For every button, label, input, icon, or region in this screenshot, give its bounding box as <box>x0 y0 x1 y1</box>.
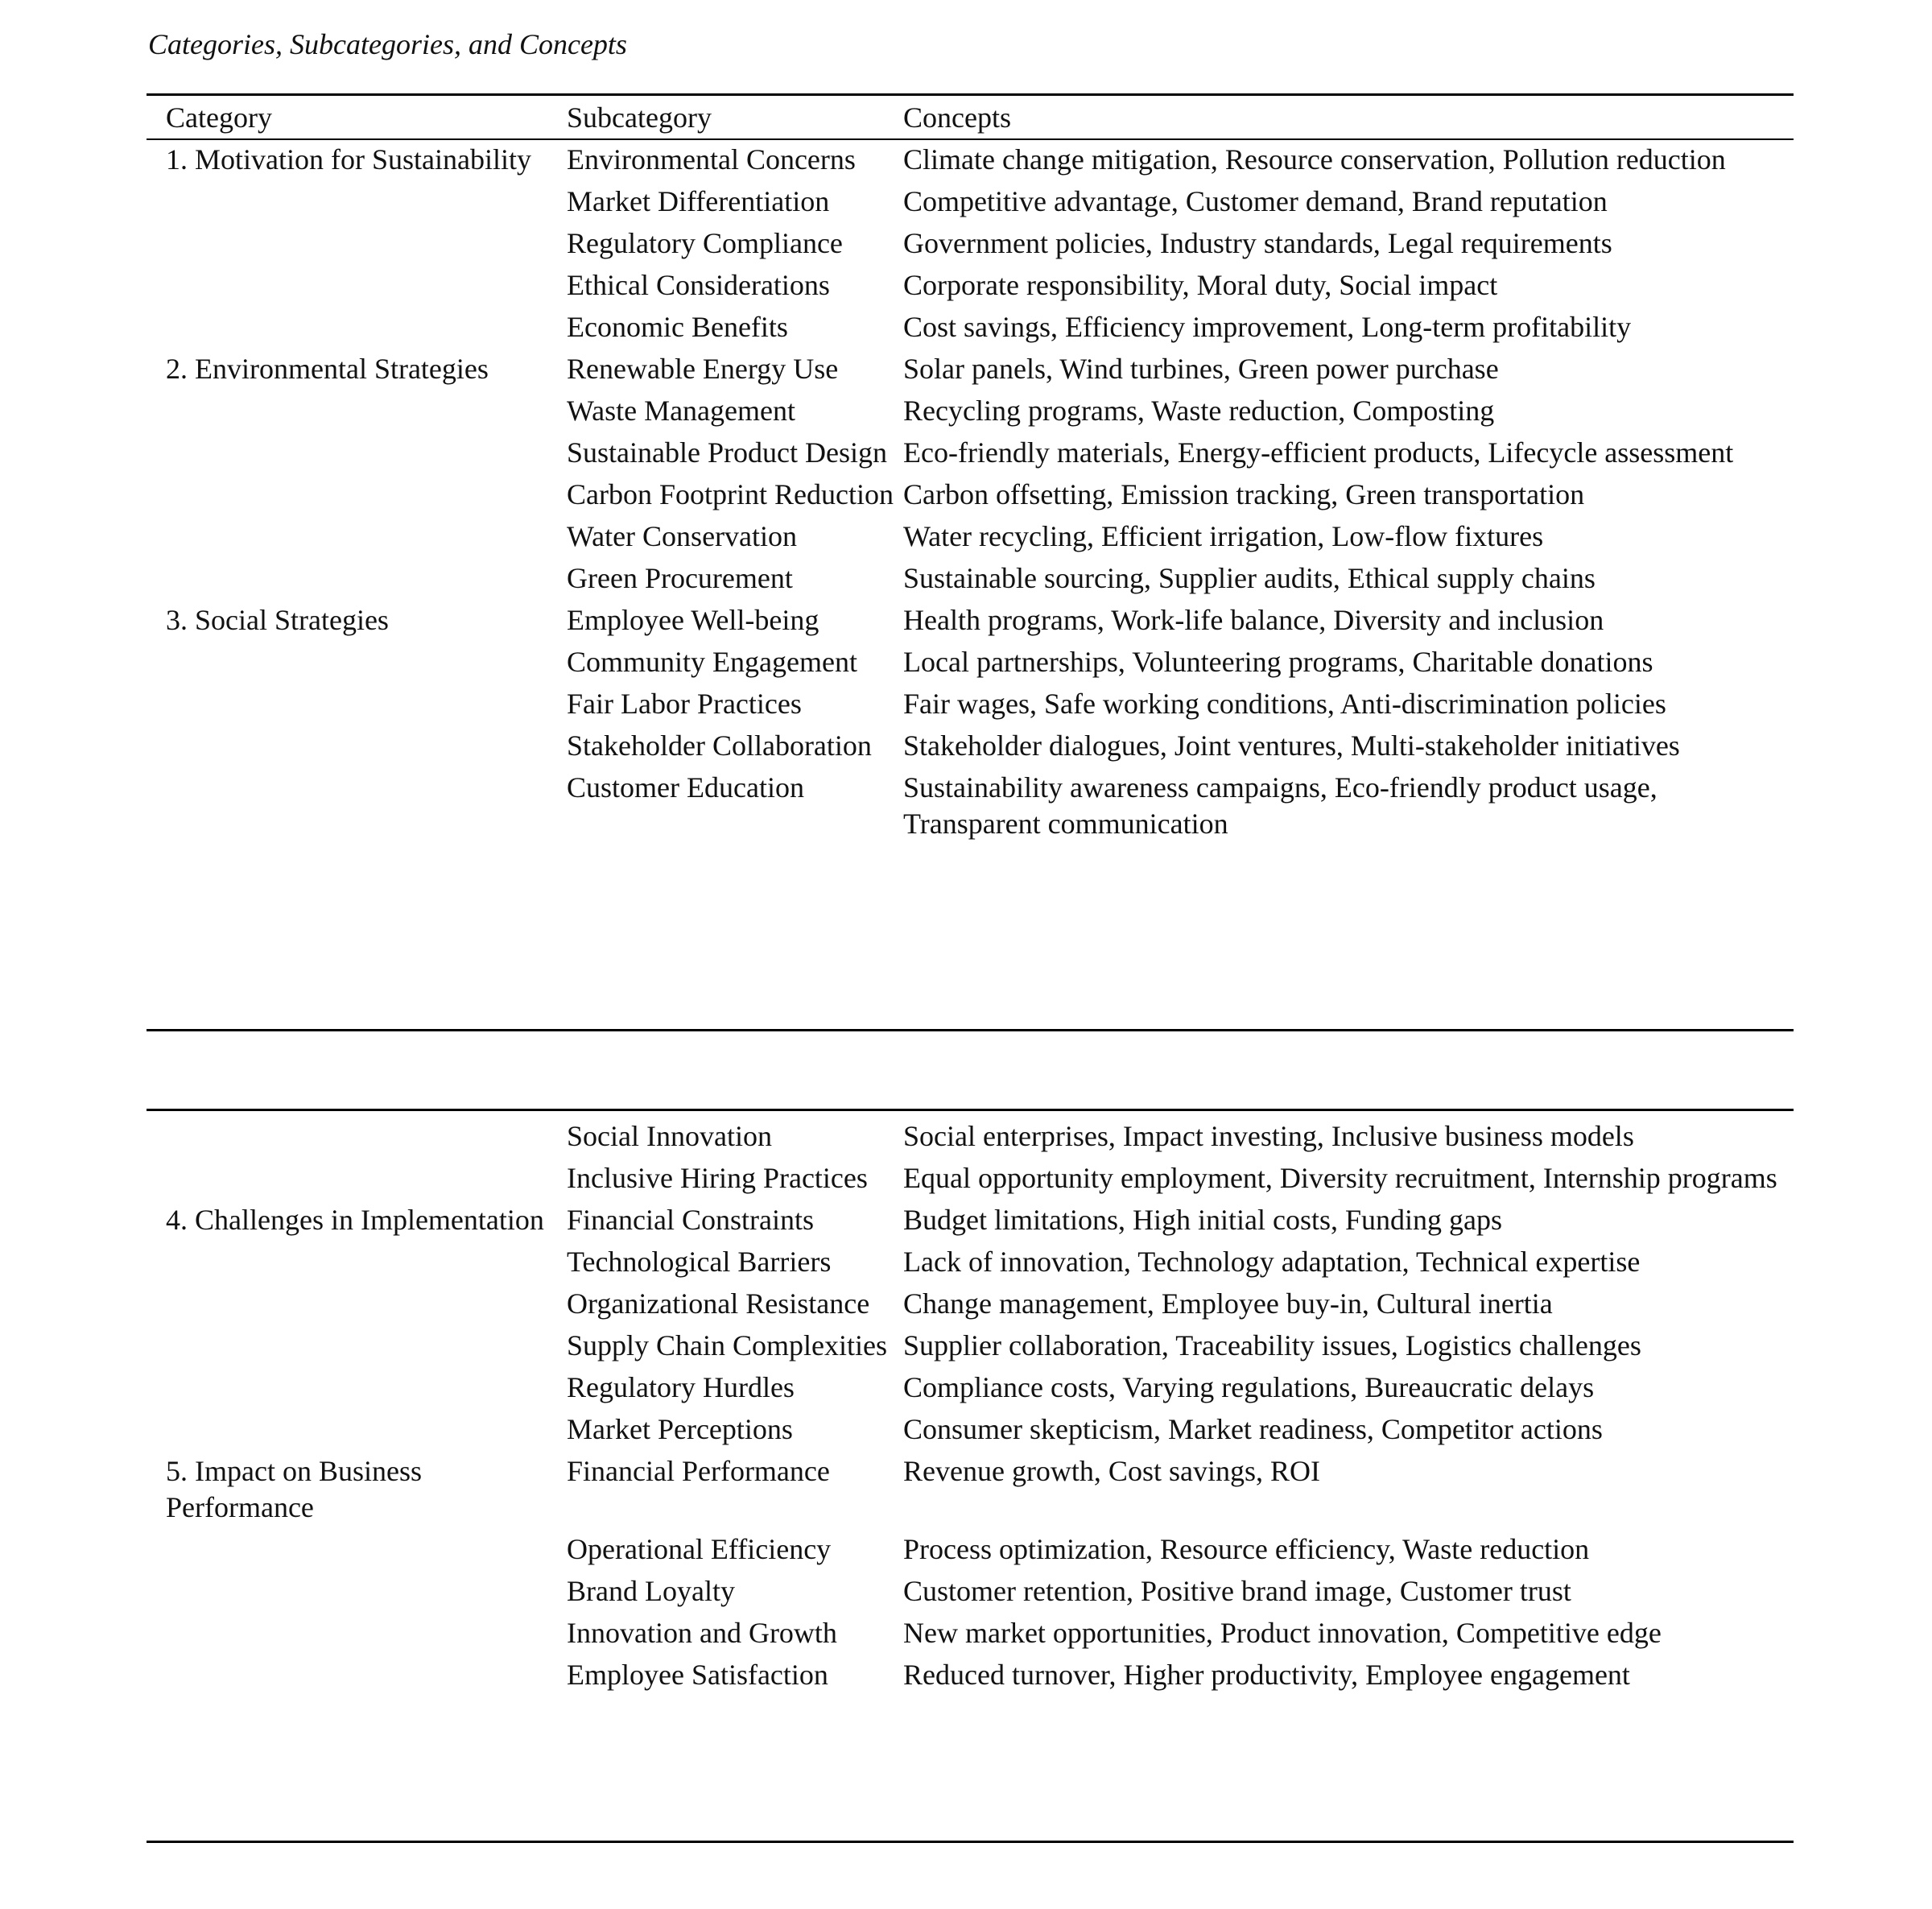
cell-category <box>147 1573 567 1615</box>
table-row <box>147 1531 1794 1573</box>
cell-subcategory: Community Engagement <box>567 646 857 678</box>
table-row <box>147 184 1794 225</box>
table-row <box>147 644 1794 686</box>
cell-subcategory: Waste Management <box>567 395 795 427</box>
cell-category <box>147 1615 567 1657</box>
table-row <box>147 309 1794 351</box>
cell-category <box>147 1286 567 1328</box>
table-row <box>147 770 1794 848</box>
cell-concepts: Cost savings, Efficiency improvement, Long-term profitability <box>903 311 1632 343</box>
table-row <box>147 1573 1794 1615</box>
cell-category: 5. Impact on Business Performance <box>166 1455 422 1523</box>
table-row <box>147 1160 1794 1202</box>
cell-concepts: Customer retention, Positive brand image, Customer trust <box>903 1575 1571 1607</box>
table1-body <box>147 142 1794 848</box>
cell-category <box>147 1328 567 1370</box>
cell-subcategory: Regulatory Compliance <box>567 227 843 259</box>
table-row <box>147 1411 1794 1453</box>
cell-category <box>147 728 567 770</box>
cell-subcategory: Brand Loyalty <box>567 1575 735 1607</box>
cell-subcategory: Economic Benefits <box>567 311 788 343</box>
categories-table-part1 <box>147 100 1794 848</box>
cell-category <box>147 1118 567 1160</box>
cell-category <box>147 225 567 267</box>
cell-subcategory: Organizational Resistance <box>567 1287 870 1320</box>
cell-subcategory: Regulatory Hurdles <box>567 1371 795 1403</box>
cell-subcategory: Inclusive Hiring Practices <box>567 1162 868 1194</box>
cell-concepts: Solar panels, Wind turbines, Green power purchase <box>903 353 1499 385</box>
table-row <box>147 602 1794 644</box>
cell-concepts: Corporate responsibility, Moral duty, Social impact <box>903 269 1498 301</box>
header-concepts: Concepts <box>903 101 1011 134</box>
table-row <box>147 351 1794 393</box>
cell-category <box>147 1531 567 1573</box>
cell-concepts: Government policies, Industry standards, Legal requirements <box>903 227 1612 259</box>
cell-category <box>147 184 567 225</box>
cell-concepts: Equal opportunity employment, Diversity recruitment, Internship programs <box>903 1162 1777 1194</box>
cell-concepts: Budget limitations, High initial costs, Funding gaps <box>903 1204 1502 1236</box>
cell-category <box>147 477 567 519</box>
cell-concepts: Process optimization, Resource efficiency, Waste reduction <box>903 1533 1590 1565</box>
header-row <box>147 100 1794 142</box>
table-row <box>147 1370 1794 1411</box>
cell-concepts: Consumer skepticism, Market readiness, Competitor actions <box>903 1413 1603 1445</box>
table-row <box>147 142 1794 184</box>
table1-bottom-rule <box>147 1029 1794 1031</box>
cell-category <box>147 644 567 686</box>
cell-category: 1. Motivation for Sustainability <box>166 143 531 176</box>
cell-subcategory: Sustainable Product Design <box>567 436 887 469</box>
cell-subcategory: Financial Performance <box>567 1455 830 1487</box>
cell-subcategory: Fair Labor Practices <box>567 688 802 720</box>
cell-concepts: New market opportunities, Product innovation, Competitive edge <box>903 1617 1662 1649</box>
table-caption: Categories, Subcategories, and Concepts <box>148 28 627 60</box>
table1-top-rule <box>147 93 1794 96</box>
table-row <box>147 1657 1794 1699</box>
cell-category: 4. Challenges in Implementation <box>166 1204 544 1236</box>
table-row <box>147 1615 1794 1657</box>
cell-concepts: Social enterprises, Impact investing, Inclusive business models <box>903 1120 1634 1152</box>
cell-concepts: Local partnerships, Volunteering programs, Charitable donations <box>903 646 1653 678</box>
cell-category <box>147 1244 567 1286</box>
cell-concepts: Supplier collaboration, Traceability issues, Logistics challenges <box>903 1329 1641 1362</box>
cell-concepts: Compliance costs, Varying regulations, Bureaucratic delays <box>903 1371 1595 1403</box>
cell-concepts: Lack of innovation, Technology adaptation, Technical expertise <box>903 1246 1641 1278</box>
cell-subcategory: Operational Efficiency <box>567 1533 832 1565</box>
table-row <box>147 1202 1794 1244</box>
cell-subcategory: Carbon Footprint Reduction <box>567 478 894 510</box>
cell-category <box>147 1160 567 1202</box>
cell-category <box>147 770 567 848</box>
cell-concepts: Reduced turnover, Higher productivity, Employee engagement <box>903 1659 1630 1691</box>
table-row <box>147 477 1794 519</box>
table-row <box>147 560 1794 602</box>
cell-category <box>147 560 567 602</box>
cell-concepts: Eco-friendly materials, Energy-efficient products, Lifecycle assessment <box>903 436 1734 469</box>
cell-category <box>147 1370 567 1411</box>
cell-category <box>147 267 567 309</box>
table-row <box>147 1328 1794 1370</box>
table-row <box>147 686 1794 728</box>
cell-concepts: Change management, Employee buy-in, Cultural inertia <box>903 1287 1553 1320</box>
cell-category <box>147 1657 567 1699</box>
cell-concepts: Climate change mitigation, Resource conservation, Pollution reduction <box>903 143 1726 176</box>
table-row <box>147 1286 1794 1328</box>
cell-concepts: Revenue growth, Cost savings, ROI <box>903 1455 1320 1487</box>
table-row <box>147 267 1794 309</box>
cell-category: 2. Environmental Strategies <box>166 353 489 385</box>
header-category: Category <box>166 101 272 134</box>
cell-subcategory: Supply Chain Complexities <box>567 1329 888 1362</box>
cell-concepts: Stakeholder dialogues, Joint ventures, Multi-stakeholder initiatives <box>903 729 1680 762</box>
cell-category <box>147 309 567 351</box>
cell-concepts: Health programs, Work-life balance, Diversity and inclusion <box>903 604 1604 636</box>
cell-subcategory: Social Innovation <box>567 1120 772 1152</box>
cell-concepts: Competitive advantage, Customer demand, Brand reputation <box>903 185 1608 217</box>
table-row <box>147 435 1794 477</box>
table2-body <box>147 1118 1794 1699</box>
cell-subcategory: Water Conservation <box>567 520 798 552</box>
cell-concepts: Recycling programs, Waste reduction, Composting <box>903 395 1495 427</box>
cell-subcategory: Environmental Concerns <box>567 143 856 176</box>
cell-category <box>147 393 567 435</box>
cell-subcategory: Customer Education <box>567 771 804 804</box>
cell-subcategory: Market Differentiation <box>567 185 830 217</box>
cell-category <box>147 519 567 560</box>
cell-concepts: Sustainable sourcing, Supplier audits, Ethical supply chains <box>903 562 1596 594</box>
cell-subcategory: Market Perceptions <box>567 1413 793 1445</box>
cell-category <box>147 435 567 477</box>
table2-bottom-rule <box>147 1841 1794 1843</box>
cell-category <box>147 1411 567 1453</box>
cell-concepts: Water recycling, Efficient irrigation, Low-flow fixtures <box>903 520 1544 552</box>
table-row <box>147 728 1794 770</box>
table-row <box>147 1453 1794 1531</box>
cell-concepts: Fair wages, Safe working conditions, Anti-discrimination policies <box>903 688 1666 720</box>
cell-subcategory: Ethical Considerations <box>567 269 830 301</box>
cell-subcategory: Employee Satisfaction <box>567 1659 828 1691</box>
cell-subcategory: Employee Well-being <box>567 604 819 636</box>
cell-subcategory: Stakeholder Collaboration <box>567 729 872 762</box>
header-subcategory: Subcategory <box>567 101 712 134</box>
cell-category <box>147 686 567 728</box>
table-row <box>147 225 1794 267</box>
table2-top-rule <box>147 1109 1794 1111</box>
table-row <box>147 1244 1794 1286</box>
table-row <box>147 519 1794 560</box>
cell-subcategory: Financial Constraints <box>567 1204 814 1236</box>
cell-subcategory: Technological Barriers <box>567 1246 832 1278</box>
cell-subcategory: Renewable Energy Use <box>567 353 839 385</box>
cell-category: 3. Social Strategies <box>166 604 389 636</box>
table-row <box>147 393 1794 435</box>
cell-concepts: Carbon offsetting, Emission tracking, Green transportation <box>903 478 1585 510</box>
categories-table-part2 <box>147 1118 1794 1699</box>
table-row <box>147 1118 1794 1160</box>
cell-subcategory: Innovation and Growth <box>567 1617 837 1649</box>
cell-subcategory: Green Procurement <box>567 562 793 594</box>
cell-concepts: Sustainability awareness campaigns, Eco-friendly product usage, Transparent communication <box>903 771 1657 840</box>
